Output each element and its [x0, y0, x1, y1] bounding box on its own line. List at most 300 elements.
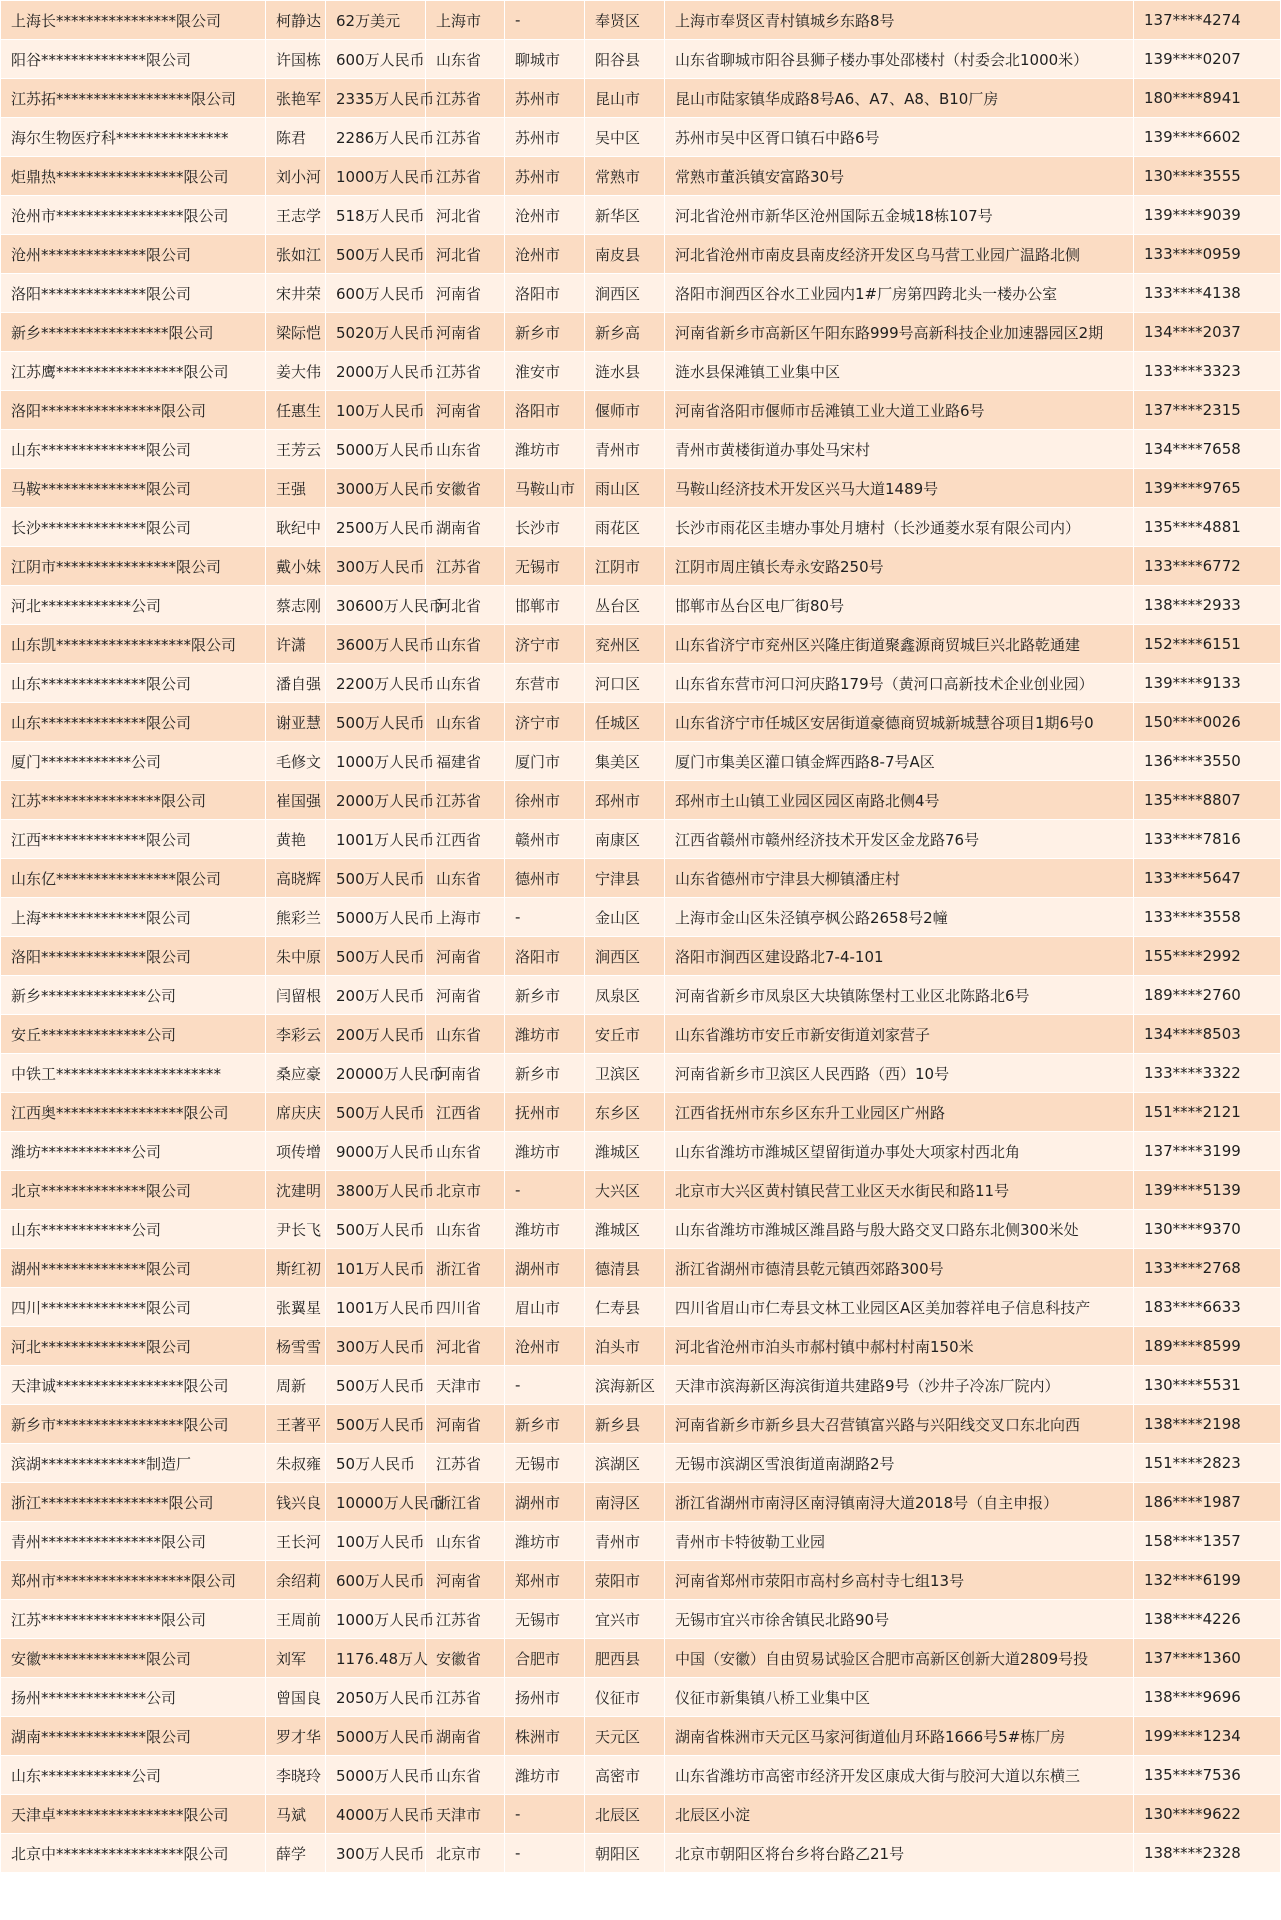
district-cell: 天元区 [585, 1717, 665, 1756]
province-cell: 山东省 [426, 625, 505, 664]
district-cell: 涧西区 [585, 937, 665, 976]
contact-cell: 余绍莉 [266, 1561, 326, 1600]
province-cell: 山东省 [426, 703, 505, 742]
province-cell: 上海市 [426, 1, 505, 40]
contact-cell: 王著平 [266, 1405, 326, 1444]
contact-cell: 王长河 [266, 1522, 326, 1561]
city-cell: 新乡市 [505, 1054, 585, 1093]
company-name-cell: 江西奥*****************限公司 [1, 1093, 266, 1132]
phone-cell: 139****9133 [1134, 664, 1281, 703]
province-cell: 北京市 [426, 1834, 505, 1873]
city-cell: 聊城市 [505, 40, 585, 79]
address-cell: 天津市滨海新区海滨街道共建路9号（沙井子冷冻厂院内） [665, 1366, 1134, 1405]
address-cell: 河南省新乡市卫滨区人民西路（西）10号 [665, 1054, 1134, 1093]
capital-cell: 5000万人民币 [326, 430, 426, 469]
table-row [1, 898, 1281, 937]
contact-cell: 张艳军 [266, 79, 326, 118]
table-row [1, 79, 1281, 118]
capital-cell: 200万人民币 [326, 1015, 426, 1054]
table-row [1, 1171, 1281, 1210]
table-row [1, 1366, 1281, 1405]
province-cell: 山东省 [426, 1210, 505, 1249]
company-name-cell: 江西**************限公司 [1, 820, 266, 859]
table-row [1, 313, 1281, 352]
phone-cell: 138****2328 [1134, 1834, 1281, 1873]
contact-cell: 王强 [266, 469, 326, 508]
phone-cell: 130****9622 [1134, 1795, 1281, 1834]
city-cell: 洛阳市 [505, 937, 585, 976]
district-cell: 北辰区 [585, 1795, 665, 1834]
table-row [1, 1132, 1281, 1171]
city-cell: - [505, 1834, 585, 1873]
capital-cell: 4000万人民币 [326, 1795, 426, 1834]
address-cell: 中国（安徽）自由贸易试验区合肥市高新区创新大道2809号投 [665, 1639, 1134, 1678]
company-name-cell: 江苏****************限公司 [1, 781, 266, 820]
capital-cell: 9000万人民币 [326, 1132, 426, 1171]
district-cell: 青州市 [585, 430, 665, 469]
province-cell: 福建省 [426, 742, 505, 781]
capital-cell: 50万人民币 [326, 1444, 426, 1483]
address-cell: 江西省抚州市东乡区东升工业园区广州路 [665, 1093, 1134, 1132]
district-cell: 德清县 [585, 1249, 665, 1288]
company-name-cell: 江阴市****************限公司 [1, 547, 266, 586]
province-cell: 上海市 [426, 898, 505, 937]
company-name-cell: 洛阳**************限公司 [1, 274, 266, 313]
district-cell: 滨湖区 [585, 1444, 665, 1483]
contact-cell: 刘小河 [266, 157, 326, 196]
phone-cell: 137****4274 [1134, 1, 1281, 40]
company-name-cell: 厦门************公司 [1, 742, 266, 781]
contact-cell: 熊彩兰 [266, 898, 326, 937]
contact-cell: 尹长飞 [266, 1210, 326, 1249]
address-cell: 常熟市董浜镇安富路30号 [665, 157, 1134, 196]
province-cell: 河北省 [426, 1327, 505, 1366]
city-cell: 扬州市 [505, 1678, 585, 1717]
phone-cell: 133****7816 [1134, 820, 1281, 859]
district-cell: 东乡区 [585, 1093, 665, 1132]
province-cell: 江苏省 [426, 781, 505, 820]
city-cell: 新乡市 [505, 976, 585, 1015]
contact-cell: 项传增 [266, 1132, 326, 1171]
capital-cell: 101万人民币 [326, 1249, 426, 1288]
province-cell: 江苏省 [426, 352, 505, 391]
address-cell: 上海市金山区朱泾镇亭枫公路2658号2幢 [665, 898, 1134, 937]
district-cell: 卫滨区 [585, 1054, 665, 1093]
capital-cell: 500万人民币 [326, 703, 426, 742]
contact-cell: 毛修文 [266, 742, 326, 781]
phone-cell: 138****9696 [1134, 1678, 1281, 1717]
company-name-cell: 北京**************限公司 [1, 1171, 266, 1210]
company-name-cell: 新乡市*****************限公司 [1, 1405, 266, 1444]
capital-cell: 3000万人民币 [326, 469, 426, 508]
city-cell: 济宁市 [505, 625, 585, 664]
company-name-cell: 北京中*****************限公司 [1, 1834, 266, 1873]
province-cell: 江苏省 [426, 1600, 505, 1639]
capital-cell: 1000万人民币 [326, 157, 426, 196]
table-row [1, 1483, 1281, 1522]
province-cell: 安徽省 [426, 469, 505, 508]
capital-cell: 3600万人民币 [326, 625, 426, 664]
province-cell: 湖南省 [426, 1717, 505, 1756]
company-name-cell: 浙江*****************限公司 [1, 1483, 266, 1522]
district-cell: 邳州市 [585, 781, 665, 820]
contact-cell: 谢亚慧 [266, 703, 326, 742]
province-cell: 山东省 [426, 1015, 505, 1054]
city-cell: 郑州市 [505, 1561, 585, 1600]
company-name-cell: 马鞍**************限公司 [1, 469, 266, 508]
capital-cell: 2000万人民币 [326, 781, 426, 820]
table-row [1, 937, 1281, 976]
company-name-cell: 阳谷**************限公司 [1, 40, 266, 79]
phone-cell: 138****4226 [1134, 1600, 1281, 1639]
company-name-cell: 河北************公司 [1, 586, 266, 625]
city-cell: 湖州市 [505, 1483, 585, 1522]
company-name-cell: 山东************公司 [1, 1756, 266, 1795]
capital-cell: 518万人民币 [326, 196, 426, 235]
table-row [1, 1756, 1281, 1795]
table-body [1, 1, 1281, 1873]
contact-cell: 崔国强 [266, 781, 326, 820]
table-row [1, 1522, 1281, 1561]
capital-cell: 30600万人民币 [326, 586, 426, 625]
capital-cell: 1001万人民币 [326, 1288, 426, 1327]
district-cell: 仪征市 [585, 1678, 665, 1717]
contact-cell: 李晓玲 [266, 1756, 326, 1795]
address-cell: 青州市卡特彼勒工业园 [665, 1522, 1134, 1561]
district-cell: 高密市 [585, 1756, 665, 1795]
company-name-cell: 湖南**************限公司 [1, 1717, 266, 1756]
address-cell: 仪征市新集镇八桥工业集中区 [665, 1678, 1134, 1717]
address-cell: 河北省沧州市泊头市郝村镇中郝村村南150米 [665, 1327, 1134, 1366]
phone-cell: 180****8941 [1134, 79, 1281, 118]
phone-cell: 138****2198 [1134, 1405, 1281, 1444]
company-name-cell: 长沙**************限公司 [1, 508, 266, 547]
address-cell: 河北省沧州市南皮县南皮经济开发区乌马营工业园广温路北侧 [665, 235, 1134, 274]
district-cell: 兖州区 [585, 625, 665, 664]
capital-cell: 1001万人民币 [326, 820, 426, 859]
table-row [1, 1327, 1281, 1366]
contact-cell: 罗才华 [266, 1717, 326, 1756]
capital-cell: 5000万人民币 [326, 1717, 426, 1756]
province-cell: 浙江省 [426, 1249, 505, 1288]
address-cell: 河南省郑州市荥阳市高村乡高村寺七组13号 [665, 1561, 1134, 1600]
contact-cell: 杨雪雪 [266, 1327, 326, 1366]
district-cell: 朝阳区 [585, 1834, 665, 1873]
contact-cell: 席庆庆 [266, 1093, 326, 1132]
district-cell: 滨海新区 [585, 1366, 665, 1405]
company-name-cell: 江苏****************限公司 [1, 1600, 266, 1639]
phone-cell: 133****3323 [1134, 352, 1281, 391]
contact-cell: 梁际恺 [266, 313, 326, 352]
city-cell: 徐州市 [505, 781, 585, 820]
table-row [1, 469, 1281, 508]
phone-cell: 186****1987 [1134, 1483, 1281, 1522]
province-cell: 江西省 [426, 820, 505, 859]
company-name-cell: 江苏拓******************限公司 [1, 79, 266, 118]
address-cell: 上海市奉贤区青村镇城乡东路8号 [665, 1, 1134, 40]
company-name-cell: 海尔生物医疗科*************** [1, 118, 266, 157]
phone-cell: 139****5139 [1134, 1171, 1281, 1210]
contact-cell: 许潇 [266, 625, 326, 664]
phone-cell: 139****9765 [1134, 469, 1281, 508]
district-cell: 南浔区 [585, 1483, 665, 1522]
city-cell: 新乡市 [505, 1405, 585, 1444]
district-cell: 大兴区 [585, 1171, 665, 1210]
city-cell: 潍坊市 [505, 1756, 585, 1795]
capital-cell: 5020万人民币 [326, 313, 426, 352]
address-cell: 厦门市集美区灌口镇金辉西路8-7号A区 [665, 742, 1134, 781]
district-cell: 肥西县 [585, 1639, 665, 1678]
table-row [1, 1015, 1281, 1054]
city-cell: 洛阳市 [505, 391, 585, 430]
table-row [1, 1678, 1281, 1717]
address-cell: 山东省德州市宁津县大柳镇潘庄村 [665, 859, 1134, 898]
city-cell: 淮安市 [505, 352, 585, 391]
district-cell: 奉贤区 [585, 1, 665, 40]
company-name-cell: 四川**************限公司 [1, 1288, 266, 1327]
phone-cell: 130****3555 [1134, 157, 1281, 196]
province-cell: 河南省 [426, 937, 505, 976]
capital-cell: 100万人民币 [326, 1522, 426, 1561]
address-cell: 马鞍山经济技术开发区兴马大道1489号 [665, 469, 1134, 508]
address-cell: 湖南省株洲市天元区马家河街道仙月环路1666号5#栋厂房 [665, 1717, 1134, 1756]
city-cell: - [505, 898, 585, 937]
capital-cell: 5000万人民币 [326, 898, 426, 937]
contact-cell: 耿纪中 [266, 508, 326, 547]
address-cell: 山东省潍坊市安丘市新安街道刘家营子 [665, 1015, 1134, 1054]
table-row [1, 547, 1281, 586]
phone-cell: 133****0959 [1134, 235, 1281, 274]
company-name-cell: 新乡**************公司 [1, 976, 266, 1015]
phone-cell: 139****0207 [1134, 40, 1281, 79]
capital-cell: 500万人民币 [326, 1366, 426, 1405]
address-cell: 青州市黄楼街道办事处马宋村 [665, 430, 1134, 469]
province-cell: 浙江省 [426, 1483, 505, 1522]
address-cell: 邯郸市丛台区电厂街80号 [665, 586, 1134, 625]
province-cell: 江苏省 [426, 1444, 505, 1483]
city-cell: 株洲市 [505, 1717, 585, 1756]
phone-cell: 135****8807 [1134, 781, 1281, 820]
contact-cell: 陈君 [266, 118, 326, 157]
city-cell: - [505, 1795, 585, 1834]
capital-cell: 10000万人民币 [326, 1483, 426, 1522]
province-cell: 山东省 [426, 664, 505, 703]
capital-cell: 600万人民币 [326, 274, 426, 313]
phone-cell: 189****8599 [1134, 1327, 1281, 1366]
capital-cell: 100万人民币 [326, 391, 426, 430]
table-row [1, 1717, 1281, 1756]
phone-cell: 134****2037 [1134, 313, 1281, 352]
province-cell: 河南省 [426, 976, 505, 1015]
city-cell: 洛阳市 [505, 274, 585, 313]
phone-cell: 133****3558 [1134, 898, 1281, 937]
district-cell: 凤泉区 [585, 976, 665, 1015]
table-row [1, 859, 1281, 898]
district-cell: 涧西区 [585, 274, 665, 313]
province-cell: 河南省 [426, 274, 505, 313]
contact-cell: 蔡志刚 [266, 586, 326, 625]
phone-cell: 133****4138 [1134, 274, 1281, 313]
province-cell: 河南省 [426, 313, 505, 352]
province-cell: 河北省 [426, 196, 505, 235]
city-cell: 长沙市 [505, 508, 585, 547]
province-cell: 安徽省 [426, 1639, 505, 1678]
district-cell: 吴中区 [585, 118, 665, 157]
table-row [1, 508, 1281, 547]
district-cell: 常熟市 [585, 157, 665, 196]
province-cell: 河南省 [426, 1054, 505, 1093]
district-cell: 河口区 [585, 664, 665, 703]
company-name-cell: 潍坊************公司 [1, 1132, 266, 1171]
table-row [1, 118, 1281, 157]
table-row [1, 1834, 1281, 1873]
phone-cell: 137****2315 [1134, 391, 1281, 430]
company-name-cell: 山东凯******************限公司 [1, 625, 266, 664]
company-name-cell: 扬州**************公司 [1, 1678, 266, 1717]
company-name-cell: 沧州市*****************限公司 [1, 196, 266, 235]
address-cell: 苏州市吴中区胥口镇石中路6号 [665, 118, 1134, 157]
contact-cell: 李彩云 [266, 1015, 326, 1054]
address-cell: 山东省潍坊市潍城区望留街道办事处大项家村西北角 [665, 1132, 1134, 1171]
table-row [1, 1639, 1281, 1678]
table-row [1, 157, 1281, 196]
province-cell: 天津市 [426, 1795, 505, 1834]
phone-cell: 155****2992 [1134, 937, 1281, 976]
company-name-cell: 安徽**************限公司 [1, 1639, 266, 1678]
table-row [1, 742, 1281, 781]
address-cell: 无锡市宜兴市徐舍镇民北路90号 [665, 1600, 1134, 1639]
address-cell: 江西省赣州市赣州经济技术开发区金龙路76号 [665, 820, 1134, 859]
company-name-cell: 青州****************限公司 [1, 1522, 266, 1561]
company-name-cell: 安丘**************公司 [1, 1015, 266, 1054]
phone-cell: 132****6199 [1134, 1561, 1281, 1600]
district-cell: 偃师市 [585, 391, 665, 430]
table-row [1, 352, 1281, 391]
company-name-cell: 新乡*****************限公司 [1, 313, 266, 352]
city-cell: 无锡市 [505, 1600, 585, 1639]
district-cell: 雨山区 [585, 469, 665, 508]
district-cell: 荥阳市 [585, 1561, 665, 1600]
province-cell: 山东省 [426, 430, 505, 469]
district-cell: 南皮县 [585, 235, 665, 274]
contact-cell: 潘自强 [266, 664, 326, 703]
contact-cell: 许国栋 [266, 40, 326, 79]
district-cell: 青州市 [585, 1522, 665, 1561]
city-cell: 潍坊市 [505, 1522, 585, 1561]
table-row [1, 1288, 1281, 1327]
province-cell: 江苏省 [426, 118, 505, 157]
company-name-cell: 沧州**************限公司 [1, 235, 266, 274]
capital-cell: 500万人民币 [326, 1093, 426, 1132]
district-cell: 金山区 [585, 898, 665, 937]
city-cell: 邯郸市 [505, 586, 585, 625]
contact-cell: 薛学 [266, 1834, 326, 1873]
city-cell: 沧州市 [505, 235, 585, 274]
address-cell: 山东省济宁市兖州区兴隆庄街道聚鑫源商贸城巨兴北路乾通建 [665, 625, 1134, 664]
district-cell: 新华区 [585, 196, 665, 235]
address-cell: 浙江省湖州市南浔区南浔镇南浔大道2018号（自主申报） [665, 1483, 1134, 1522]
capital-cell: 1000万人民币 [326, 742, 426, 781]
company-name-cell: 山东**************限公司 [1, 664, 266, 703]
table-row [1, 274, 1281, 313]
province-cell: 山东省 [426, 1756, 505, 1795]
province-cell: 河南省 [426, 391, 505, 430]
table-row [1, 1600, 1281, 1639]
table-row [1, 1, 1281, 40]
table-row [1, 1405, 1281, 1444]
company-name-cell: 山东亿****************限公司 [1, 859, 266, 898]
phone-cell: 135****7536 [1134, 1756, 1281, 1795]
district-cell: 集美区 [585, 742, 665, 781]
province-cell: 湖南省 [426, 508, 505, 547]
capital-cell: 2500万人民币 [326, 508, 426, 547]
company-name-cell: 中铁工********************** [1, 1054, 266, 1093]
table-row [1, 976, 1281, 1015]
address-cell: 河南省新乡市新乡县大召营镇富兴路与兴阳线交叉口东北向西 [665, 1405, 1134, 1444]
company-name-cell: 洛阳**************限公司 [1, 937, 266, 976]
city-cell: 潍坊市 [505, 1132, 585, 1171]
address-cell: 四川省眉山市仁寿县文林工业园区A区美加蓉祥电子信息科技产 [665, 1288, 1134, 1327]
contact-cell: 朱叔雍 [266, 1444, 326, 1483]
district-cell: 宜兴市 [585, 1600, 665, 1639]
district-cell: 昆山市 [585, 79, 665, 118]
contact-cell: 任惠生 [266, 391, 326, 430]
company-name-cell: 上海**************限公司 [1, 898, 266, 937]
district-cell: 新乡高 [585, 313, 665, 352]
phone-cell: 134****8503 [1134, 1015, 1281, 1054]
phone-cell: 138****2933 [1134, 586, 1281, 625]
address-cell: 河北省沧州市新华区沧州国际五金城18栋107号 [665, 196, 1134, 235]
capital-cell: 500万人民币 [326, 1210, 426, 1249]
city-cell: 抚州市 [505, 1093, 585, 1132]
city-cell: 厦门市 [505, 742, 585, 781]
address-cell: 河南省洛阳市偃师市岳滩镇工业大道工业路6号 [665, 391, 1134, 430]
table-row [1, 235, 1281, 274]
district-cell: 南康区 [585, 820, 665, 859]
province-cell: 河南省 [426, 1561, 505, 1600]
phone-cell: 199****1234 [1134, 1717, 1281, 1756]
capital-cell: 2000万人民币 [326, 352, 426, 391]
contact-cell: 朱中原 [266, 937, 326, 976]
capital-cell: 1000万人民币 [326, 1600, 426, 1639]
contact-cell: 钱兴良 [266, 1483, 326, 1522]
company-name-cell: 炬鼎热*****************限公司 [1, 157, 266, 196]
company-name-cell: 上海长****************限公司 [1, 1, 266, 40]
capital-cell: 200万人民币 [326, 976, 426, 1015]
capital-cell: 600万人民币 [326, 40, 426, 79]
city-cell: 无锡市 [505, 1444, 585, 1483]
company-name-cell: 天津诚*****************限公司 [1, 1366, 266, 1405]
city-cell: 济宁市 [505, 703, 585, 742]
city-cell: 沧州市 [505, 196, 585, 235]
district-cell: 宁津县 [585, 859, 665, 898]
table-row [1, 1249, 1281, 1288]
city-cell: 沧州市 [505, 1327, 585, 1366]
capital-cell: 2286万人民币 [326, 118, 426, 157]
phone-cell: 130****5531 [1134, 1366, 1281, 1405]
contact-cell: 姜大伟 [266, 352, 326, 391]
city-cell: - [505, 1, 585, 40]
address-cell: 洛阳市涧西区建设路北7-4-101 [665, 937, 1134, 976]
address-cell: 涟水县保滩镇工业集中区 [665, 352, 1134, 391]
contact-cell: 刘军 [266, 1639, 326, 1678]
table-row [1, 820, 1281, 859]
city-cell: - [505, 1366, 585, 1405]
contact-cell: 周新 [266, 1366, 326, 1405]
table-row [1, 430, 1281, 469]
table-row [1, 391, 1281, 430]
contact-cell: 黄艳 [266, 820, 326, 859]
